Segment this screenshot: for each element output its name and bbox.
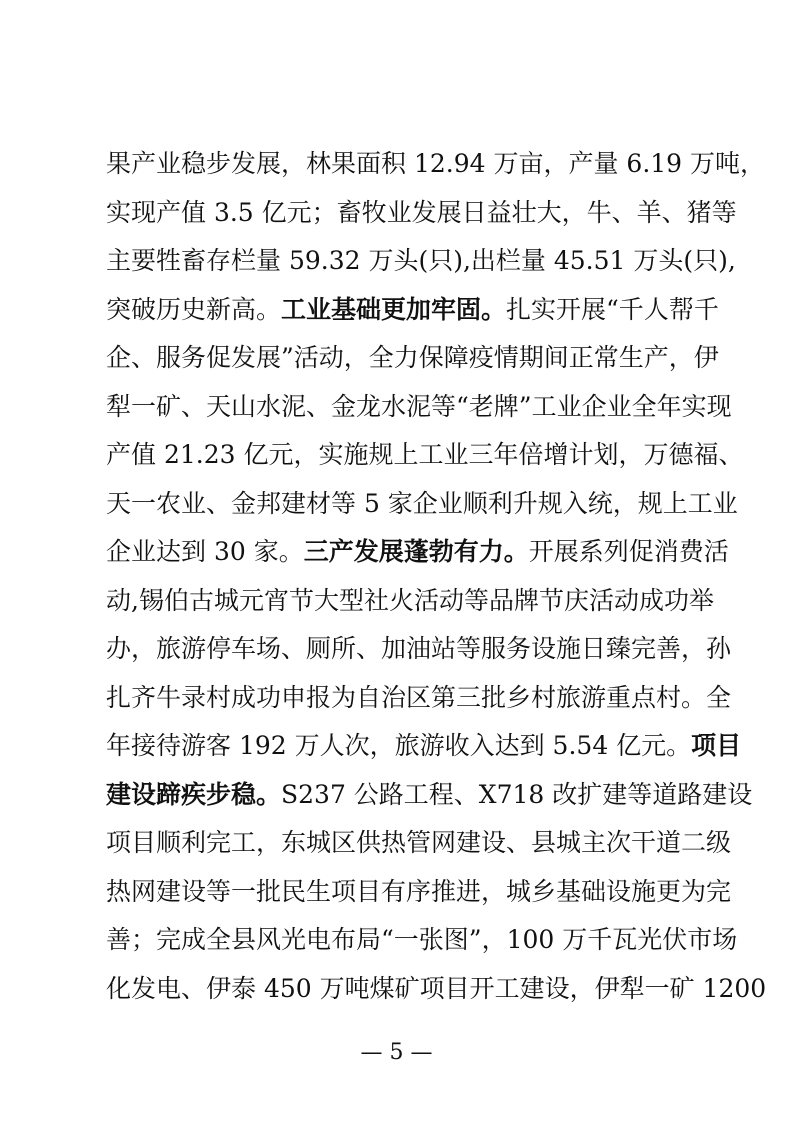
text-line bbox=[106, 334, 719, 383]
body-text-segment: 实现产值 3.5 亿元；畜牧业发展日益壮大，牛、羊、猪等 bbox=[106, 197, 737, 227]
body-text-segment: 化发电、伊泰 450 万吨煤矿项目开工建设，伊犁一矿 1200 bbox=[106, 973, 767, 1003]
body-text-segment: 企、服务促发展”活动，全力保障疫情期间正常生产，伊 bbox=[106, 343, 719, 372]
bold-heading-text: 工业基础更加牢固。 bbox=[281, 294, 507, 324]
body-text-segment: 产值 21.23 亿元，实施规上工业三年倍增计划，万德福、 bbox=[106, 440, 744, 469]
body-text-segment: 热网建设等一批民生项目有序推进，城乡基础设施更为完 bbox=[106, 876, 732, 906]
body-text-segment: 善；完成全县风光电布局“一张图”，100 万千瓦光伏市场 bbox=[106, 925, 738, 954]
body-text-segment: 项目顺利完工，东城区供热管网建设、县城主次干道二级 bbox=[106, 828, 732, 857]
text-line bbox=[106, 431, 744, 480]
text-line bbox=[106, 625, 732, 674]
text-line bbox=[106, 577, 714, 626]
body-text-segment: 犁一矿、天山水泥、金龙水泥等“老牌”工业企业全年实现 bbox=[106, 391, 732, 421]
text-line bbox=[106, 286, 719, 335]
bold-heading-text: 三产发展蓬勃有力。 bbox=[303, 537, 529, 566]
body-text-segment: 天一农业、金邦建材等 5 家企业顺利升规入统，规上工业 bbox=[106, 488, 738, 518]
bold-heading-text: 建设蹄疾步稳。 bbox=[106, 779, 282, 809]
page-number: — 5 — bbox=[360, 1040, 433, 1065]
text-line bbox=[106, 383, 732, 432]
bold-heading-text: 项目 bbox=[691, 731, 742, 760]
body-text-segment: 扎齐牛录村成功申报为自治区第三批乡村旅游重点村。全 bbox=[106, 682, 732, 712]
text-line bbox=[106, 140, 766, 189]
text-line bbox=[106, 868, 732, 917]
body-text-segment: 动,锡伯古城元宵节大型社火活动等品牌节庆活动成功举 bbox=[106, 585, 714, 615]
text-line bbox=[106, 722, 742, 771]
text-line bbox=[106, 819, 732, 868]
text-line bbox=[106, 916, 738, 965]
body-text-segment: 年接待游客 192 万人次，旅游收入达到 5.54 亿元。 bbox=[106, 731, 692, 760]
text-line bbox=[106, 189, 737, 238]
body-text-segment: 开展系列促消费活 bbox=[528, 537, 729, 566]
body-text-segment: 主要牲畜存栏量 59.32 万头(只),出栏量 45.51 万头(只), bbox=[106, 246, 736, 275]
body-text-segment: 扎实开展“千人帮千 bbox=[506, 294, 719, 324]
body-text-segment: 企业达到 30 家。 bbox=[106, 537, 304, 566]
text-line bbox=[106, 674, 732, 723]
body-text-segment: 办，旅游停车场、厕所、加油站等服务设施日臻完善，孙 bbox=[106, 634, 732, 663]
text-line bbox=[106, 480, 738, 529]
text-line bbox=[106, 237, 736, 286]
body-text-segment: 突破历史新高。 bbox=[106, 294, 282, 324]
body-text-segment: 果产业稳步发展，林果面积 12.94 万亩，产量 6.19 万吨， bbox=[106, 149, 766, 178]
text-line bbox=[106, 771, 753, 820]
body-paragraph bbox=[106, 140, 767, 1013]
text-line bbox=[106, 965, 767, 1014]
body-text-segment: S237 公路工程、X718 改扩建等道路建设 bbox=[281, 779, 753, 809]
text-line bbox=[106, 528, 729, 577]
